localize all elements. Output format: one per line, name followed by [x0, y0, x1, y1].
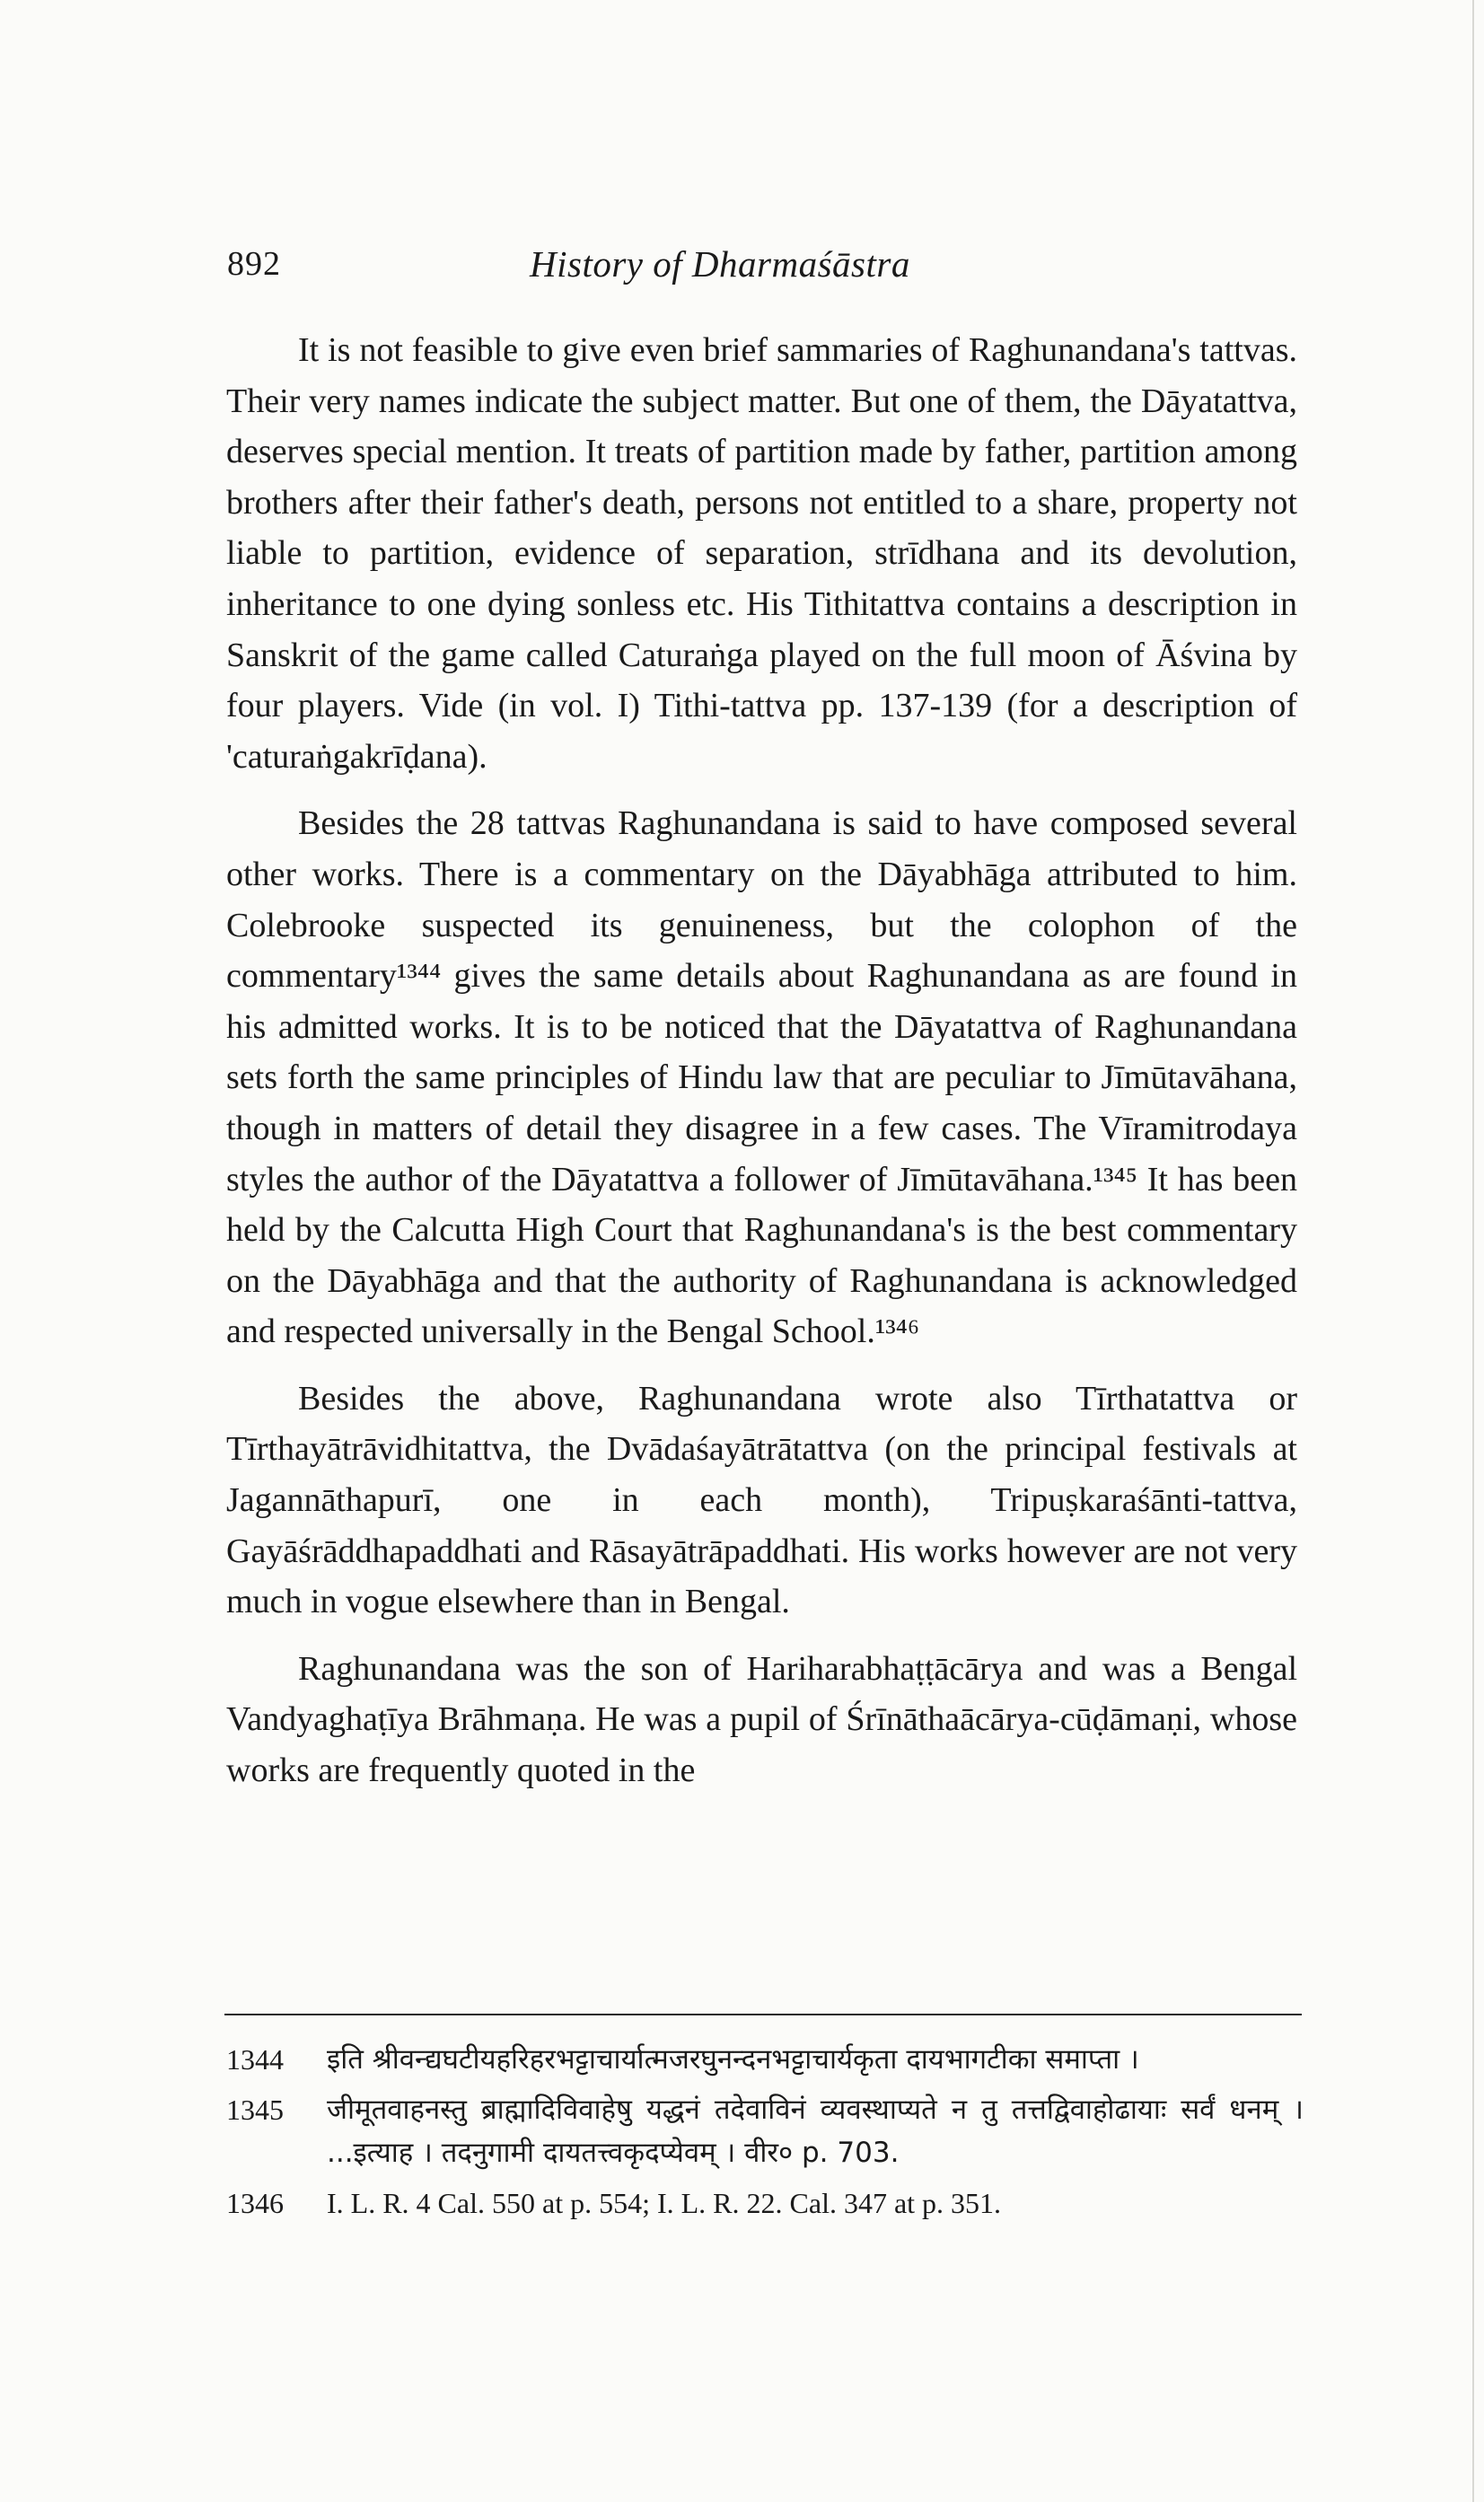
paragraph: Besides the 28 tattvas Raghunandana is said to have composed several other works. There is a commentary on the Dāyabhāga attributed to him. Colebrooke suspected its genuineness, but the colophon of the commentary¹³⁴⁴ gives the same details about Raghunandana as are found in his admitted works. It is to be noticed that the Dāyatattva of Raghunandana sets forth the same principles of Hindu law that are peculiar to Jīmūtavāhana, though in matters of detail they disagree in a few cases. The Vīramitrodaya styles the author of the Dāyatattva a follower of Jīmūtavāhana.¹³⁴⁵ It has been held by the Calcutta High Court that Raghunandana's is the best commentary on the Dāyabhāga and that the authority of Raghunandana is acknowledged and respected universally in the Bengal School.¹³⁴⁶ — [226, 804, 1297, 1351]
footnote-text: जीमूतवाहनस्तु ब्राह्मादिविवाहेषु यद्धनं तदेवाविनं व्यवस्थाप्यते न तु तत्तद्विवाहोढायाः सर्वं धनम् । ...इत्याह । तदनुगामी दायतत्त्वकृदप्येवम् । वीर० p. 703. — [327, 2094, 1304, 2169]
paragraph: Besides the above, Raghunandana wrote also Tīrthatattva or Tīrthayātrāvidhitattva, the Dvādaśayātrātattva (on the principal festivals at Jagannāthapurī, one in each month), Tripuṣkaraśānti-tattva, Gayāśrāddhapaddhati and Rāsayātrāpaddhati. His works however are not very much in vogue elsewhere than in Bengal. — [226, 1379, 1297, 1621]
running-title: History of Dharmaśāstra — [530, 243, 910, 285]
footnote — [226, 2038, 1304, 2081]
paragraph: Raghunandana was the son of Hariharabhaṭṭācārya and was a Bengal Vandyaghaṭīya Brāhmaṇa. He was a pupil of Śrīnāthaācārya-cūḍāmaṇi, whose works are frequently quoted in the — [226, 1649, 1297, 1790]
page-edge-line — [1472, 0, 1474, 2502]
footnote-text: इति श्रीवन्द्यघटीयहरिहरभट्टाचार्यात्मजरघुनन्दनभट्टाचार्यकृता दायभागटीका समाप्ता । — [327, 2043, 1139, 2076]
footnote-divider — [224, 2014, 1302, 2015]
footnote-number: 1344 — [226, 2043, 284, 2076]
footnote — [226, 2088, 1304, 2174]
page-number: 892 — [227, 245, 281, 283]
footnote-number: 1346 — [226, 2187, 284, 2219]
footnote — [226, 2182, 1304, 2225]
footnote-text: I. L. R. 4 Cal. 550 at p. 554; I. L. R. 22. Cal. 347 at p. 351. — [327, 2187, 1002, 2219]
footnote-number: 1345 — [226, 2094, 284, 2126]
footnotes — [226, 2038, 1304, 2232]
paragraph: It is not feasible to give even brief sammaries of Raghunandana's tattvas. Their very names indicate the subject matter. But one of them, the Dāyatattva, deserves special mention. It treats of partition made by father, partition among brothers after their father's death, persons not entitled to a share, property not liable to partition, evidence of separation, strīdhana and its devolution, inheritance to one dying sonless etc. His Tithitattva contains a description in Sanskrit of the game called Caturaṅga played on the full moon of Āśvina by four players. Vide (in vol. I) Tithi-tattva pp. 137-139 (for a description of 'caturaṅgakrīḍana). — [226, 331, 1297, 776]
body-text — [226, 325, 1297, 1796]
